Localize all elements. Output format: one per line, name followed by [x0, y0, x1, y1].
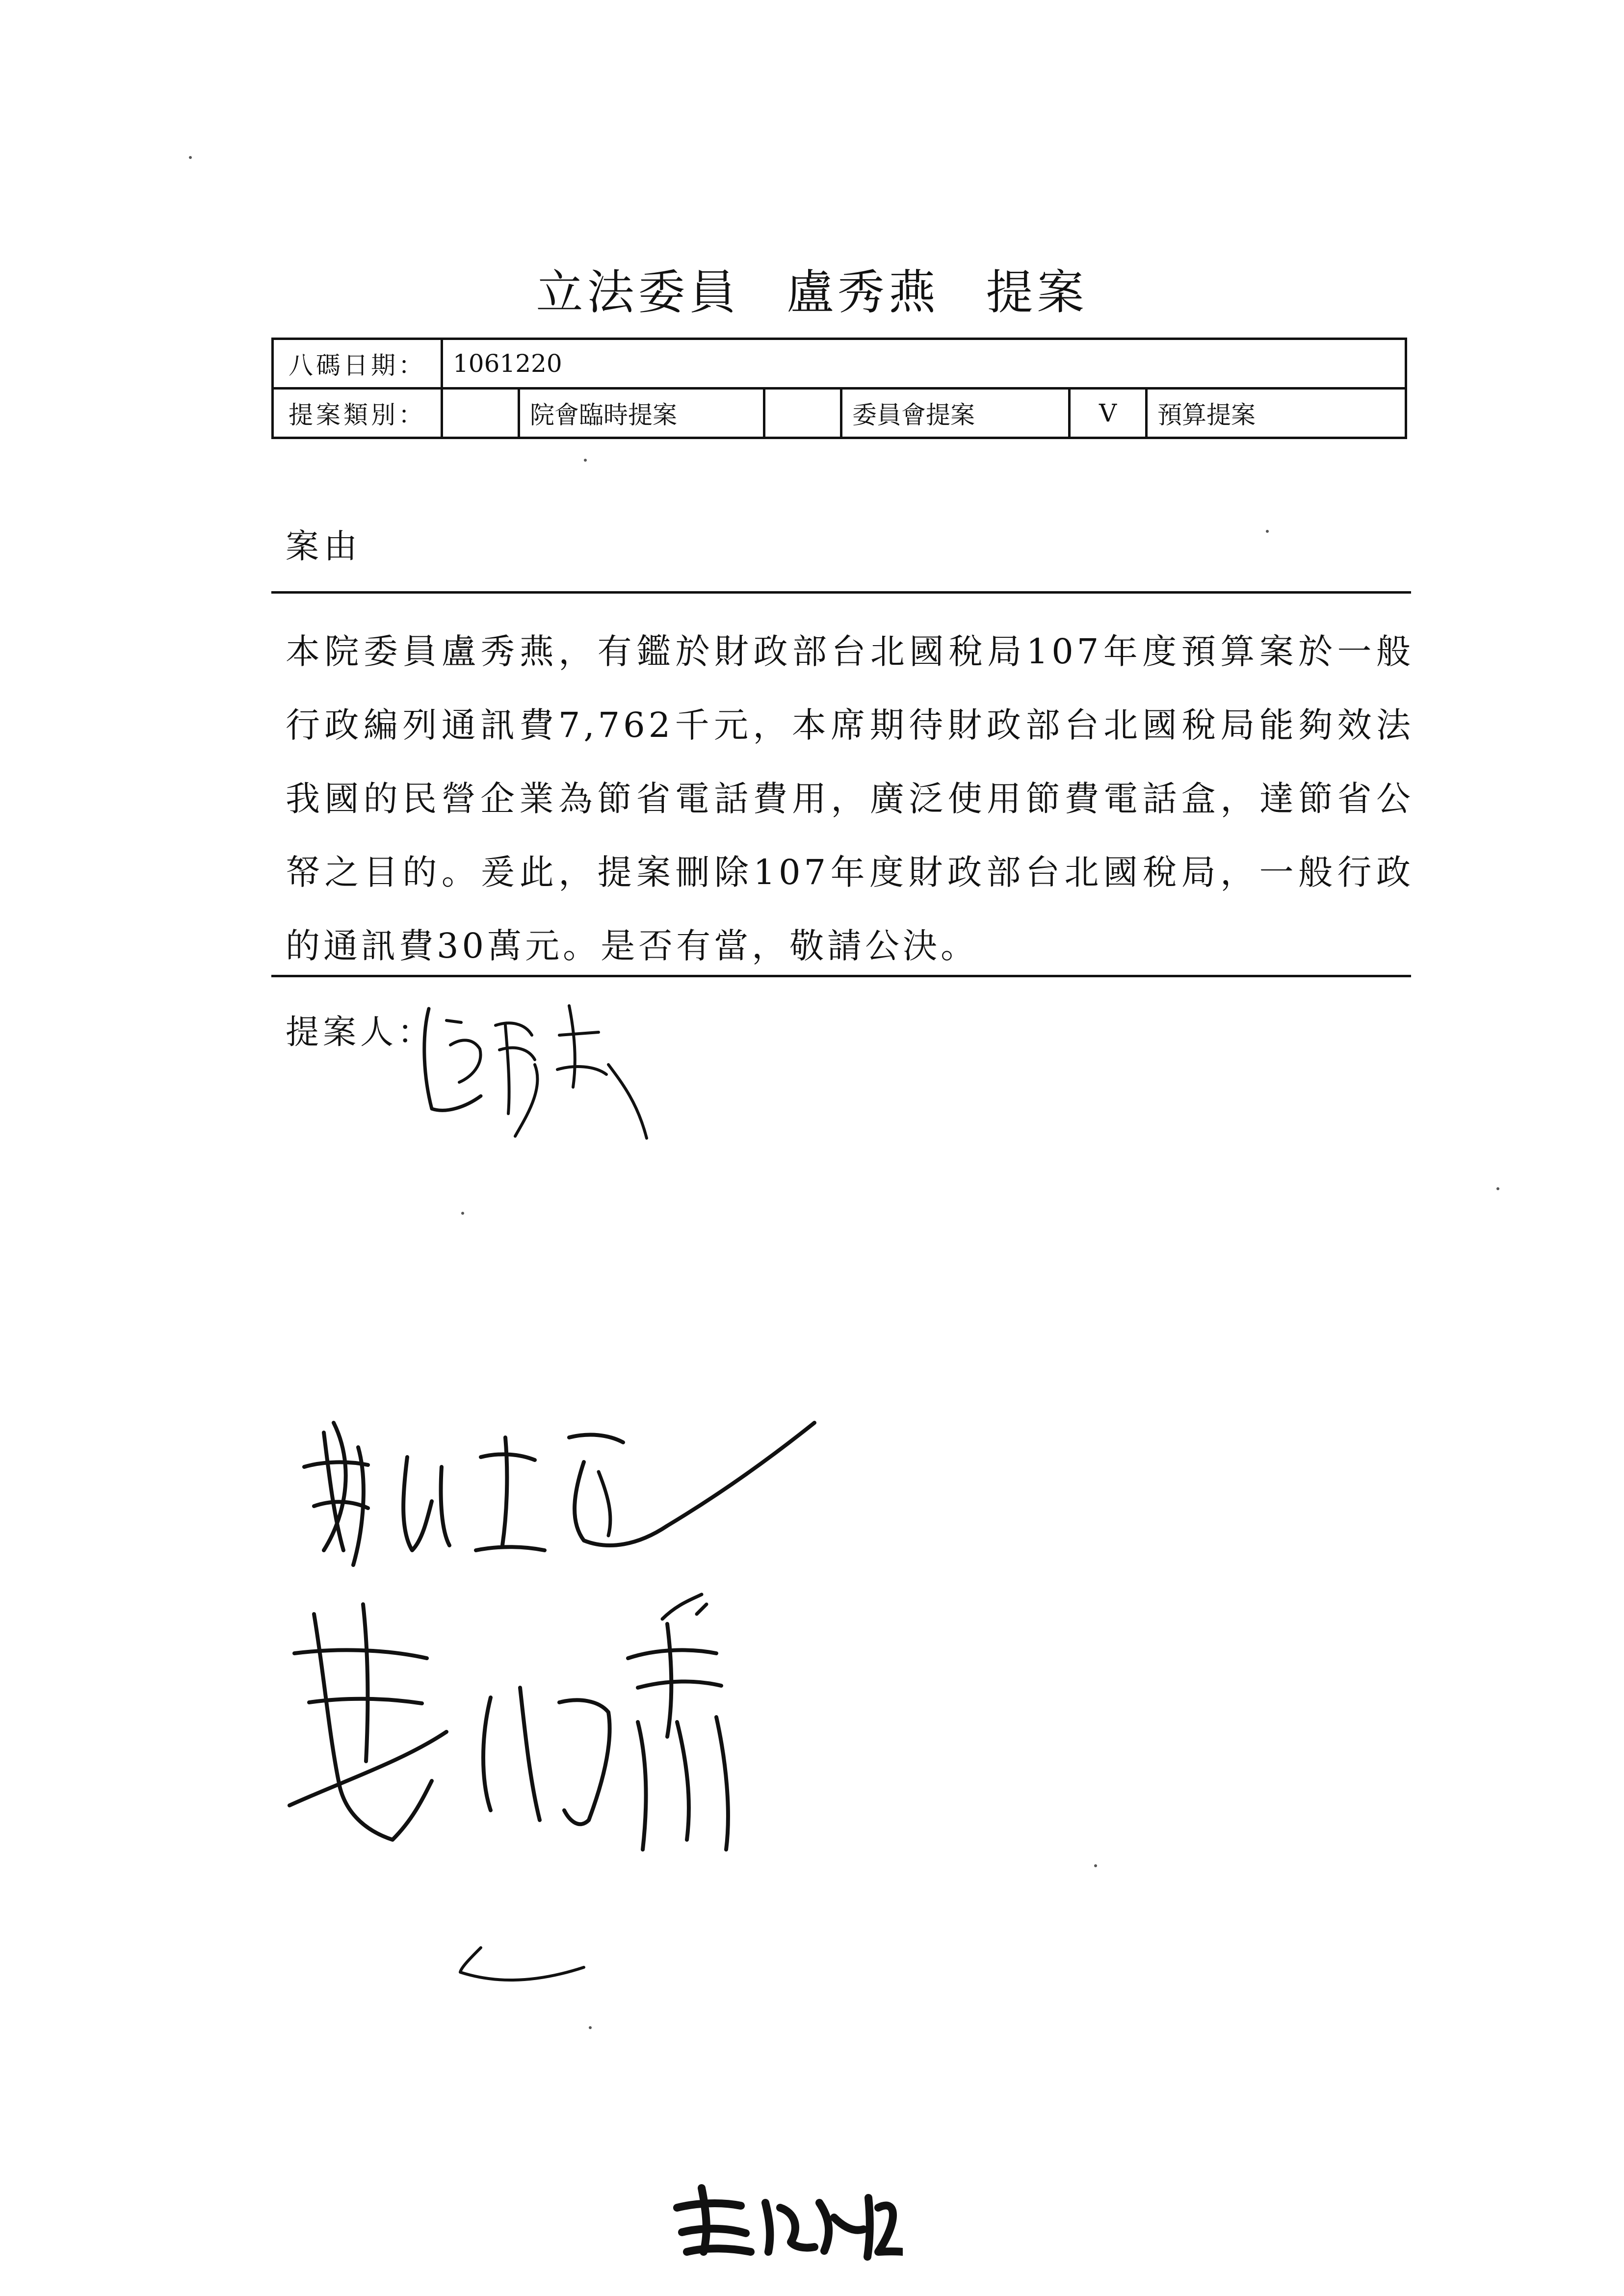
reason-text: 本院委員盧秀燕，有鑑於財政部台北國稅局107年度預算案於一般行政編列通訊費7,762千元，本席期待財政部台北國稅局能夠效法我國的民營企業為節省電話費用，廣泛使用節費電話盒，達節省公帑之目的。爰此，提案刪除107年度財政部台北國稅局，一般行政的通訊費30萬元。是否有當，敬請公決。: [286, 631, 1414, 966]
scan-speck: [1496, 1187, 1499, 1190]
proposer-signature: [412, 991, 667, 1148]
scan-speck: [189, 156, 192, 159]
date-value: 1061220: [442, 339, 1406, 389]
category-label-2: 委員會提案: [841, 389, 1070, 438]
scan-speck: [1094, 1864, 1097, 1867]
title-name: 盧秀燕: [786, 265, 940, 320]
page-stamp: [667, 2178, 903, 2262]
reason-heading: 案由: [286, 527, 363, 566]
date-row: [273, 339, 1406, 389]
scan-speck: [589, 2026, 592, 2029]
category-mark-3: V: [1070, 389, 1147, 438]
title-type: 提案: [986, 265, 1088, 320]
title-role: 立法委員: [536, 265, 740, 320]
scan-speck: [461, 1212, 464, 1215]
category-row: [273, 389, 1406, 438]
reason-top-rule: [271, 591, 1411, 594]
category-label: 提案類別：: [273, 389, 442, 438]
page-title: [0, 255, 1624, 322]
reason-bottom-rule: [271, 975, 1411, 977]
category-mark-2: [764, 389, 841, 438]
scan-speck: [1266, 530, 1269, 533]
category-label-3: 預算提案: [1147, 389, 1406, 438]
category-mark-1: [442, 389, 519, 438]
stray-stroke: [451, 1938, 599, 1997]
proposer-label: 提案人：: [286, 1013, 435, 1052]
date-label: 八碼日期：: [273, 339, 442, 389]
proposal-info-table: [271, 338, 1407, 439]
category-label-1: 院會臨時提案: [519, 389, 764, 438]
co-signer-signature-2: [285, 1575, 824, 1879]
scan-speck: [584, 459, 587, 462]
